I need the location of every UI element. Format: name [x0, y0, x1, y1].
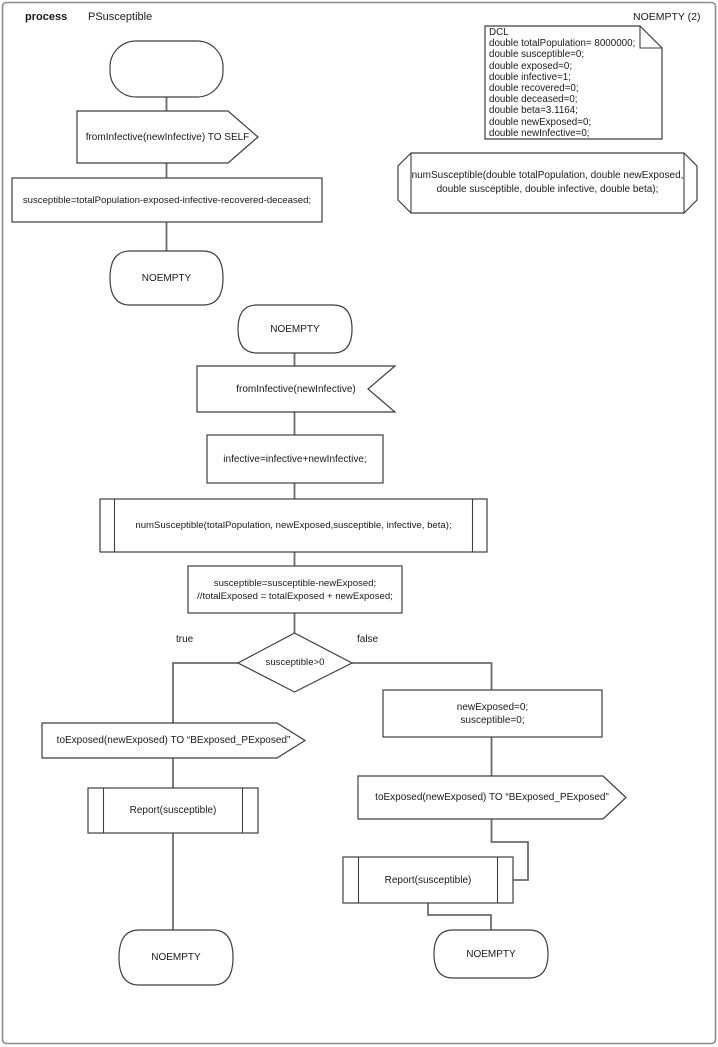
task-update-infective-label[interactable]: infective=infective+newInfective; — [223, 453, 367, 465]
task-update-susceptible-line: susceptible=susceptible-newExposed; — [213, 577, 377, 589]
process-name-label: PSusceptible — [88, 11, 153, 23]
process-keyword-label: process — [25, 11, 68, 23]
output-toexposed-true-label[interactable]: toExposed(newExposed) TO “BExposed_PExposed” — [56, 735, 291, 746]
task-update-susceptible-label[interactable] — [188, 566, 402, 613]
procedure-declaration-line: double susceptible, double infective, double beta); — [436, 184, 659, 195]
state-noempty-main-label[interactable]: NOEMPTY — [270, 323, 320, 335]
branch-false-label: false — [357, 633, 379, 645]
dcl-line: double totalPopulation= 8000000; — [489, 38, 636, 50]
branch-true-label: true — [176, 633, 194, 645]
task-compute-susceptible-label[interactable]: susceptible=totalPopulation-exposed-infective-recovered-deceased; — [22, 194, 312, 206]
dcl-line: double beta=3.1164; — [489, 105, 578, 117]
state-noempty-false-label[interactable]: NOEMPTY — [466, 948, 516, 960]
input-signal-label[interactable]: fromInfective(newInfective) — [236, 383, 356, 395]
task-reset-label[interactable] — [383, 690, 602, 737]
procedure-call-numsusceptible-label[interactable]: numSusceptible(totalPopulation, newExposed,susceptible, infective, beta); — [135, 520, 452, 531]
procedure-declaration-line: numSusceptible(double totalPopulation, double newExposed, — [411, 170, 684, 181]
output-to-self-label[interactable]: fromInfective(newInfective) TO SELF — [85, 131, 250, 143]
dcl-line: double infective=1; — [489, 71, 571, 83]
task-reset-line: newExposed=0; — [456, 701, 529, 713]
procedure-declaration-label[interactable] — [398, 153, 697, 213]
output-toexposed-false-label[interactable]: toExposed(newExposed) TO “BExposed_PExposed” — [375, 792, 609, 803]
dcl-line: double newInfective=0; — [489, 127, 590, 139]
dcl-line: double newExposed=0; — [489, 116, 592, 128]
task-reset-line: susceptible=0; — [460, 714, 525, 726]
procedure-call-report-true-label[interactable]: Report(susceptible) — [129, 805, 217, 816]
dcl-line: double deceased=0; — [489, 94, 578, 106]
dcl-line: DCL — [489, 27, 509, 38]
dcl-note-text[interactable] — [489, 27, 657, 139]
start-state-shape[interactable] — [110, 41, 223, 97]
dcl-line: double exposed=0; — [489, 60, 573, 72]
state-noempty-left-label[interactable]: NOEMPTY — [141, 272, 192, 284]
dcl-line: double susceptible=0; — [489, 49, 585, 61]
state-ref-label: NOEMPTY (2) — [633, 11, 701, 23]
dcl-line: double recovered=0; — [489, 83, 579, 95]
task-update-susceptible-line: //totalExposed = totalExposed + newExposed; — [197, 590, 393, 602]
state-noempty-true-label[interactable]: NOEMPTY — [151, 952, 201, 963]
decision-condition-label[interactable]: susceptible>0 — [265, 657, 325, 668]
procedure-call-report-false-label[interactable]: Report(susceptible) — [384, 874, 472, 886]
